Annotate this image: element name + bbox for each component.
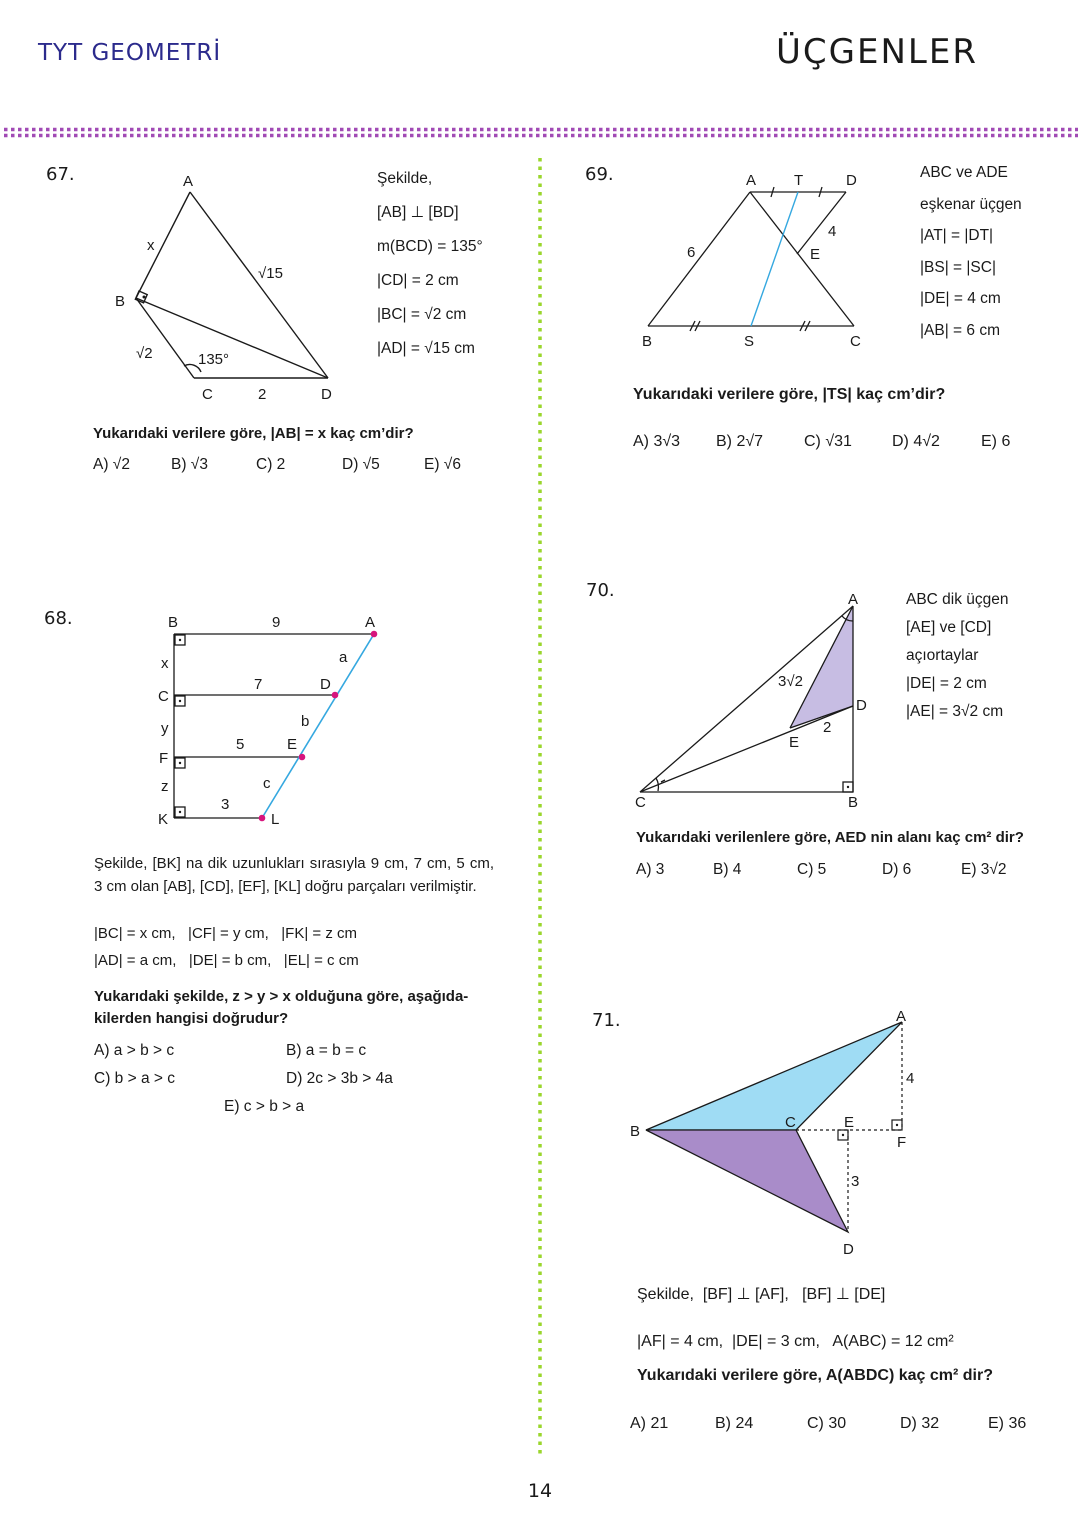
q68-label-E: E (287, 736, 298, 753)
q68-label-three: 3 (221, 796, 230, 813)
q68-label-D: D (320, 676, 331, 693)
q71-option-d[interactable]: D) 32 (900, 1415, 940, 1432)
q68-option-b[interactable]: B) a = b = c (286, 1042, 367, 1059)
q70-figure (620, 588, 890, 814)
q67-label-A: A (183, 173, 194, 190)
q71-option-a[interactable]: A) 21 (630, 1415, 669, 1432)
q67-label-sqrt2: √2 (136, 345, 153, 362)
q67-label-angle: 135° (198, 351, 230, 368)
q68-label-x: x (161, 655, 169, 672)
q68-number: 68. (44, 608, 73, 629)
q67-given-line: |AD| = √15 cm (377, 340, 475, 357)
q67-label-B: B (115, 293, 126, 310)
q70-given (906, 586, 1009, 726)
q70-given-line: açıortaylar (906, 647, 979, 664)
q69-label-A: A (746, 172, 757, 189)
q71-label-D: D (843, 1241, 854, 1258)
q67-options (93, 456, 493, 478)
q70-label-D: D (856, 697, 867, 714)
q70-label-E: E (789, 734, 800, 751)
q69-option-c[interactable]: C) √31 (804, 433, 852, 450)
q69-label-C: C (850, 333, 861, 350)
q70-options (636, 861, 1036, 883)
q67-given-line: m(BCD) = 135° (377, 238, 483, 255)
q69-number: 69. (585, 164, 614, 185)
q68-question-line: kilerden hangisi doğrudur? (94, 1010, 289, 1027)
q67-label-C: C (202, 386, 213, 403)
q69-question: Yukarıdaki verilere göre, |TS| kaç cm’dir? (633, 386, 946, 403)
q70-label-C: C (635, 794, 646, 811)
q69-label-S: S (744, 333, 755, 350)
q69-given-line: eşkenar üçgen (920, 195, 1022, 213)
q69-given-line: |BS| = |SC| (920, 258, 996, 276)
q68-label-b: b (301, 713, 310, 730)
q70-label-ae: 3√2 (778, 673, 803, 690)
q70-label-A: A (848, 591, 859, 608)
q68-option-c[interactable]: C) b > a > c (94, 1070, 175, 1087)
q67-given (377, 162, 483, 366)
q69-label-E: E (810, 246, 821, 263)
q68-label-F: F (159, 750, 169, 767)
q68-option-e[interactable]: E) c > b > a (224, 1098, 305, 1115)
q67-question: Yukarıdaki verilere göre, |AB| = x kaç cm’dir? (93, 425, 414, 442)
q67-option-a[interactable]: A) √2 (93, 456, 130, 473)
topic-title: ÜÇGENLER (776, 32, 978, 72)
q67-figure (100, 168, 360, 408)
q67-option-d[interactable]: D) √5 (342, 456, 380, 473)
q68-label-z: z (161, 778, 169, 795)
q71-given-2: |AF| = 4 cm, |DE| = 3 cm, A(ABC) = 12 cm² (637, 1333, 954, 1350)
q69-option-b[interactable]: B) 2√7 (716, 433, 764, 450)
q68-label-y: y (161, 720, 169, 737)
q67-number: 67. (46, 164, 75, 185)
q67-label-x: x (147, 237, 155, 254)
q70-option-a[interactable]: A) 3 (636, 861, 665, 878)
q69-label-B: B (642, 333, 653, 350)
q68-label-C: C (158, 688, 169, 705)
q71-figure (620, 1000, 920, 1262)
q68-option-d[interactable]: D) 2c > 3b > 4a (286, 1070, 393, 1087)
q70-option-e[interactable]: E) 3√2 (961, 861, 1007, 878)
q68-question-line: Yukarıdaki şekilde, z > y > x olduğuna göre, aşağıda- (94, 988, 469, 1005)
subject-title: TYT GEOMETRİ (38, 40, 222, 66)
q70-option-d[interactable]: D) 6 (882, 861, 912, 878)
q67-given-line: [AB] ⊥ [BD] (377, 204, 459, 221)
q69-given (920, 157, 1022, 346)
q69-option-a[interactable]: A) 3√3 (633, 433, 681, 450)
q70-given-line: ABC dik üçgen (906, 591, 1009, 608)
q71-given-1: Şekilde, [BF] ⊥ [AF], [BF] ⊥ [DE] (637, 1286, 886, 1303)
q68-label-B: B (168, 614, 179, 631)
q69-option-d[interactable]: D) 4√2 (892, 433, 940, 450)
q69-options (633, 433, 1053, 455)
q69-label-four: 4 (828, 223, 837, 240)
q68-label-seven: 7 (254, 676, 263, 693)
q70-given-line: |DE| = 2 cm (906, 675, 987, 692)
q71-option-c[interactable]: C) 30 (807, 1415, 847, 1432)
column-divider (536, 158, 544, 1458)
q68-option-a[interactable]: A) a > b > c (94, 1042, 175, 1059)
q71-label-B: B (630, 1123, 641, 1140)
q68-label-nine: 9 (272, 614, 281, 631)
q69-given-line: |AB| = 6 cm (920, 321, 1000, 339)
q69-label-D: D (846, 172, 857, 189)
q70-number: 70. (586, 580, 615, 601)
q67-option-c[interactable]: C) 2 (256, 456, 286, 473)
q70-option-b[interactable]: B) 4 (713, 861, 742, 878)
q67-label-D: D (321, 386, 332, 403)
q67-given-line: Şekilde, (377, 170, 433, 187)
q70-question: Yukarıdaki verilenlere göre, AED nin alanı kaç cm² dir? (636, 829, 1024, 846)
q68-label-five: 5 (236, 736, 245, 753)
q71-label-three: 3 (851, 1173, 860, 1190)
q71-label-C: C (785, 1114, 796, 1131)
q68-label-A: A (365, 614, 376, 631)
q69-label-six: 6 (687, 244, 696, 261)
q69-given-line: |AT| = |DT| (920, 227, 994, 244)
q67-option-e[interactable]: E) √6 (424, 456, 461, 473)
q68-question (94, 986, 468, 1030)
q68-body: Şekilde, [BK] na dik uzunlukları sırasıyla 9 cm, 7 cm, 5 cm, 3 cm olan [AB], [CD], [EF], [KL] doğru parçaları verilmiştir. (94, 855, 494, 895)
q69-option-e[interactable]: E) 6 (981, 433, 1011, 450)
q70-option-c[interactable]: C) 5 (797, 861, 827, 878)
q70-given-line: |AE| = 3√2 cm (906, 703, 1004, 720)
q70-given-line: [AE] ve [CD] (906, 619, 992, 636)
q67-label-sqrt15: √15 (258, 265, 283, 282)
q69-given-line: |DE| = 4 cm (920, 290, 1001, 307)
q69-figure (630, 166, 910, 356)
q68-label-a: a (339, 649, 348, 666)
q68-label-L: L (271, 811, 280, 828)
q68-lengths-1: |BC| = x cm, |CF| = y cm, |FK| = z cm (94, 925, 357, 942)
q68-label-c: c (263, 775, 271, 792)
q69-given-line: ABC ve ADE (920, 164, 1008, 181)
q71-option-b[interactable]: B) 24 (715, 1415, 754, 1432)
q67-option-b[interactable]: B) √3 (171, 456, 208, 473)
q68-label-K: K (158, 811, 169, 828)
q71-option-e[interactable]: E) 36 (988, 1415, 1027, 1432)
q71-options (630, 1415, 1050, 1437)
q70-label-de: 2 (823, 719, 832, 736)
q67-given-line: |CD| = 2 cm (377, 272, 459, 289)
q71-label-four: 4 (906, 1070, 915, 1087)
q69-label-T: T (794, 172, 804, 189)
q71-label-A: A (896, 1008, 907, 1025)
q70-label-B: B (848, 794, 859, 811)
header-dotted-rule (0, 126, 1080, 140)
q71-label-E: E (844, 1114, 855, 1131)
q71-question: Yukarıdaki verilere göre, A(ABDC) kaç cm² dir? (637, 1367, 993, 1384)
q67-given-line: |BC| = √2 cm (377, 306, 467, 323)
page-number: 14 (527, 1480, 553, 1502)
q68-options (94, 1042, 494, 1118)
q68-lengths-2: |AD| = a cm, |DE| = b cm, |EL| = c cm (94, 952, 359, 969)
q71-number: 71. (592, 1010, 621, 1031)
q71-label-F: F (897, 1134, 907, 1151)
q68-figure (150, 610, 400, 832)
q67-label-two: 2 (258, 386, 267, 403)
